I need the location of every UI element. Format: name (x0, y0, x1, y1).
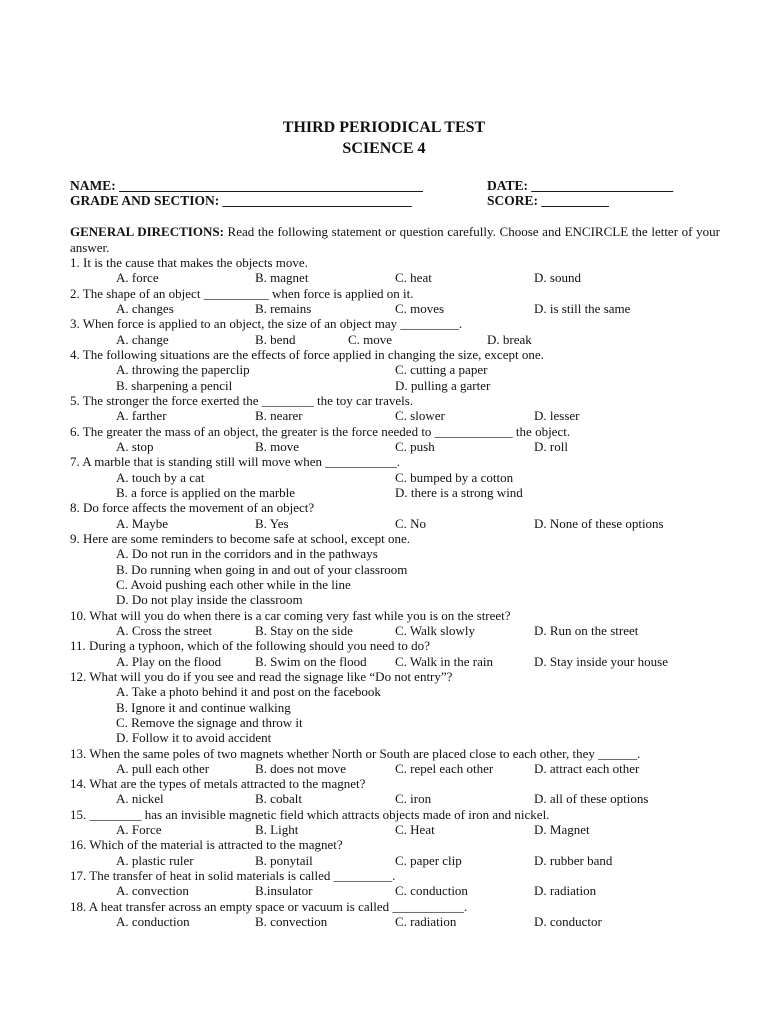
option: A. farther (116, 408, 167, 424)
options-1 (70, 270, 720, 285)
header-row-2 (70, 193, 710, 208)
option: B. sharpening a pencil (116, 377, 233, 393)
option: C. moves (395, 300, 445, 316)
option: B. bend (255, 331, 296, 347)
question-7: 7. A marble that is standing still will move when ___________. (70, 454, 401, 470)
question-8: 8. Do force affects the movement of an object? (70, 500, 315, 516)
options-4-row-2 (70, 378, 720, 393)
option: B. Swim on the flood (255, 653, 367, 669)
header-row-1 (70, 178, 710, 193)
option: C. conduction (395, 883, 468, 899)
option: A. change (116, 331, 169, 347)
option: B. Yes (255, 515, 289, 531)
option: A. changes (116, 300, 174, 316)
question-list (70, 255, 720, 929)
option: D. all of these options (534, 791, 649, 807)
question-14: 14. What are the types of metals attracted to the magnet? (70, 776, 366, 792)
option: A. nickel (116, 791, 164, 807)
option: C. slower (395, 408, 445, 424)
option: D. Stay inside your house (534, 653, 668, 669)
option: A. Maybe (116, 515, 168, 531)
options-17 (70, 883, 720, 898)
options-11 (70, 654, 720, 669)
options-16 (70, 853, 720, 868)
options-15 (70, 822, 720, 837)
option: C. heat (395, 270, 432, 286)
option: C. push (395, 438, 435, 454)
question-2: 2. The shape of an object __________ when force is applied on it. (70, 285, 414, 301)
option: B. does not move (255, 760, 346, 776)
options-8 (70, 516, 720, 531)
option: D. Follow it to avoid accident (116, 730, 272, 746)
question-11: 11. During a typhoon, which of the following should you need to do? (70, 638, 430, 654)
question-1: 1. It is the cause that makes the objects move. (70, 255, 308, 270)
question-16: 16. Which of the material is attracted to the magnet? (70, 837, 343, 853)
options-7-row-1 (70, 470, 720, 485)
option: B. ponytail (255, 852, 313, 868)
option: C. repel each other (395, 760, 494, 776)
option: A. convection (116, 883, 189, 899)
date-field: DATE: _____________________ (487, 178, 674, 193)
options-13 (70, 761, 720, 776)
options-3 (70, 332, 720, 347)
option: D. is still the same (534, 300, 631, 316)
option: D. there is a strong wind (395, 484, 523, 500)
options-5 (70, 408, 720, 423)
option: C. paper clip (395, 852, 462, 868)
score-field: SCORE: __________ (487, 193, 609, 208)
options-2 (70, 301, 720, 316)
option: B. Stay on the side (255, 622, 353, 638)
option: D. lesser (534, 408, 580, 424)
grade-section-field: GRADE AND SECTION: ____________________________ (70, 193, 412, 208)
option: C. Avoid pushing each other while in the line (116, 576, 351, 592)
option: A. conduction (116, 914, 190, 930)
option: D. conductor (534, 914, 602, 930)
question-6: 6. The greater the mass of an object, the greater is the force needed to ____________ the object. (70, 423, 571, 439)
question-12: 12. What will you do if you see and read the signage like “Do not entry”? (70, 668, 453, 684)
option: C. iron (395, 791, 432, 807)
question-4: 4. The following situations are the effects of force applied in changing the size, except one. (70, 346, 544, 362)
option: A. plastic ruler (116, 852, 194, 868)
option: A. Play on the flood (116, 653, 222, 669)
question-9: 9. Here are some reminders to become safe at school, except one. (70, 530, 411, 546)
option: D. None of these options (534, 515, 664, 531)
option: D. Run on the street (534, 622, 639, 638)
options-18 (70, 914, 720, 929)
option: D. radiation (534, 883, 597, 899)
question-17: 17. The transfer of heat in solid materials is called _________. (70, 868, 396, 884)
option: C. Remove the signage and throw it (116, 714, 303, 730)
options-6 (70, 439, 720, 454)
option: B. nearer (255, 408, 303, 424)
option: C. cutting a paper (395, 362, 488, 378)
options-14 (70, 791, 720, 806)
options-7-row-2 (70, 485, 720, 500)
options-4-row-1 (70, 362, 720, 377)
option: D. attract each other (534, 760, 640, 776)
question-13: 13. When the same poles of two magnets whether North or South are placed close to each other, they ______. (70, 745, 641, 761)
option: A. Do not run in the corridors and in the pathways (116, 546, 378, 562)
option: D. Magnet (534, 822, 590, 838)
test-title: THIRD PERIODICAL TEST (282, 119, 486, 136)
option: C. bumped by a cotton (395, 469, 514, 485)
option: B. convection (255, 914, 328, 930)
option: B. move (255, 438, 300, 454)
option: A. Force (116, 822, 162, 838)
directions-label: GENERAL DIRECTIONS: (70, 224, 224, 239)
option: B. Do running when going in and out of your classroom (116, 561, 408, 577)
option: B. remains (255, 300, 312, 316)
name-field: NAME: _____________________________________________ (70, 178, 423, 193)
directions-text: Read the following statement or question carefully. Choose and ENCIRCLE the letter of your answer. (70, 224, 720, 255)
question-18: 18. A heat transfer across an empty space or vacuum is called ___________. (70, 898, 468, 914)
general-directions (70, 224, 720, 255)
option: B. Ignore it and continue walking (116, 699, 291, 715)
option: D. break (487, 331, 532, 347)
option: B. Light (255, 822, 299, 838)
question-10: 10. What will you do when there is a car coming very fast while you is on the street? (70, 607, 511, 623)
option: D. sound (534, 270, 581, 286)
option: A. touch by a cat (116, 469, 205, 485)
options-10 (70, 623, 720, 638)
option: A. Take a photo behind it and post on the facebook (116, 684, 381, 700)
option: A. stop (116, 438, 154, 454)
option: A. pull each other (116, 760, 210, 776)
option: A. force (116, 270, 159, 286)
option: B.insulator (255, 883, 313, 899)
question-15: 15. ________ has an invisible magnetic field which attracts objects made of iron and nickel. (70, 806, 550, 822)
option: D. pulling a garter (395, 377, 491, 393)
option: D. roll (534, 438, 568, 454)
option: C. Walk in the rain (395, 653, 494, 669)
question-5: 5. The stronger the force exerted the ________ the toy car travels. (70, 392, 414, 408)
option: D. Do not play inside the classroom (116, 592, 303, 608)
test-subject: SCIENCE 4 (342, 140, 426, 157)
option: C. move (348, 331, 393, 347)
option: A. Cross the street (116, 622, 213, 638)
question-3: 3. When force is applied to an object, the size of an object may _________. (70, 316, 463, 332)
option: C. No (395, 515, 427, 531)
option: D. rubber band (534, 852, 613, 868)
option: C. Heat (395, 822, 435, 838)
option: A. throwing the paperclip (116, 362, 250, 378)
option: C. Walk slowly (395, 622, 475, 638)
option: B. cobalt (255, 791, 302, 807)
option: B. a force is applied on the marble (116, 484, 296, 500)
option: C. radiation (395, 914, 457, 930)
option: B. magnet (255, 270, 309, 286)
